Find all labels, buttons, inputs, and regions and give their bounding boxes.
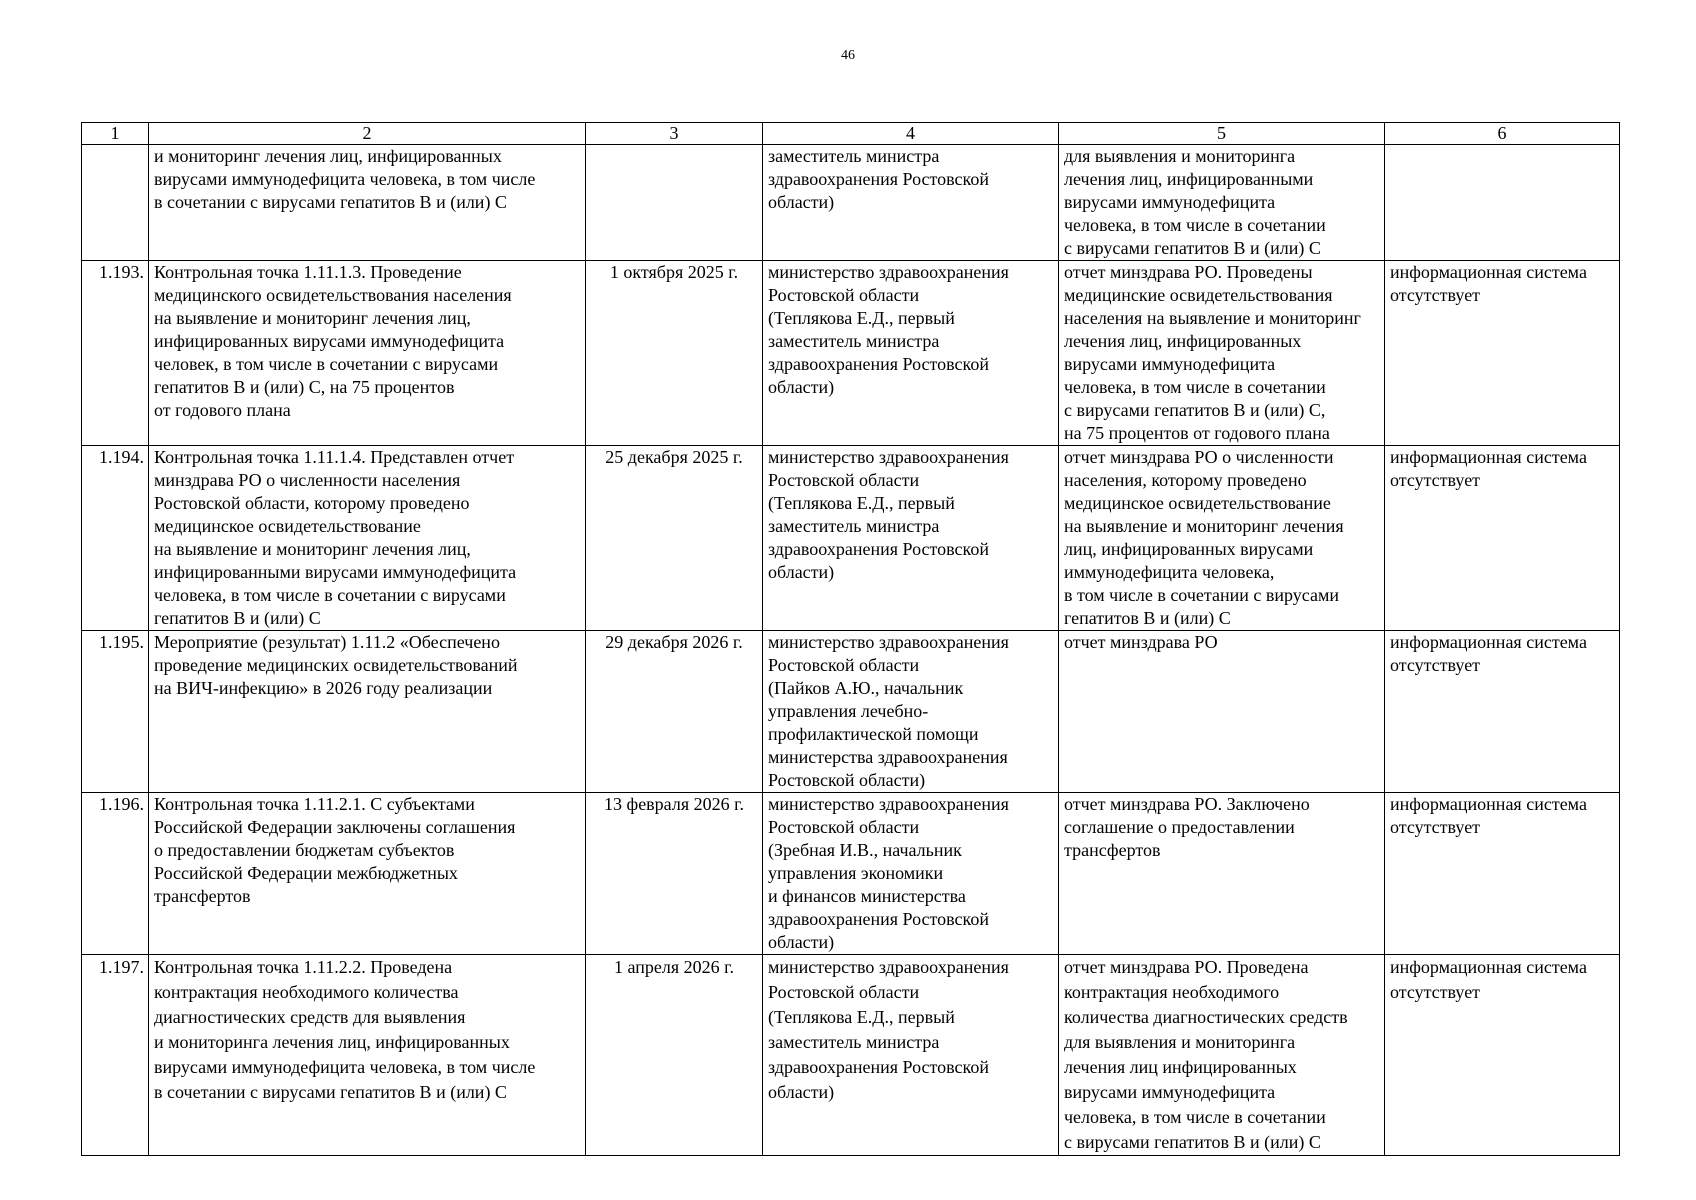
- responsible-cell: министерство здравоохранения Ростовской области (Теплякова Е.Д., первый заместитель министра здравоохранения Ростовской области): [763, 446, 1059, 631]
- table-row: [82, 145, 1620, 261]
- info-system-cell: информационная система отсутствует: [1385, 446, 1620, 631]
- table-header-row: [82, 123, 1620, 145]
- column-header-5: 5: [1059, 123, 1385, 145]
- result-cell: отчет минздрава РО о численности населения, которому проведено медицинское освидетельствование на выявление и мониторинг лечения лиц, инфицированных вирусами иммунодефицита человека, в том числе в сочетании с вирусами гепатитов B и (или) C: [1059, 446, 1385, 631]
- column-header-6: 6: [1385, 123, 1620, 145]
- table-row: [82, 955, 1620, 1156]
- row-number-cell: 1.196.: [82, 793, 149, 955]
- date-cell: 1 апреля 2026 г.: [586, 955, 763, 1156]
- row-number-cell: 1.195.: [82, 631, 149, 793]
- column-header-2: 2: [149, 123, 586, 145]
- info-system-cell: информационная система отсутствует: [1385, 793, 1620, 955]
- date-cell: 29 декабря 2026 г.: [586, 631, 763, 793]
- row-number-cell: 1.193.: [82, 261, 149, 446]
- row-number-cell: 1.197.: [82, 955, 149, 1156]
- row-number-cell: [82, 145, 149, 261]
- responsible-cell: министерство здравоохранения Ростовской области (Пайков А.Ю., начальник управления лечебно- профилактической помощи министерства здравоохранения Ростовской области): [763, 631, 1059, 793]
- column-header-4: 4: [763, 123, 1059, 145]
- column-header-3: 3: [586, 123, 763, 145]
- description-cell: и мониторинг лечения лиц, инфицированных вирусами иммунодефицита человека, в том числе в сочетании с вирусами гепатитов B и (или) C: [149, 145, 586, 261]
- date-cell: [586, 145, 763, 261]
- column-header-1: 1: [82, 123, 149, 145]
- page-number: 46: [841, 48, 855, 63]
- result-cell: отчет минздрава РО. Проведена контрактация необходимого количества диагностических средств для выявления и мониторинга лечения лиц инфицированных вирусами иммунодефицита человека, в том числе в сочетании с вирусами гепатитов B и (или) C: [1059, 955, 1385, 1156]
- result-cell: отчет минздрава РО: [1059, 631, 1385, 793]
- description-cell: Контрольная точка 1.11.1.3. Проведение медицинского освидетельствования населения на выявление и мониторинг лечения лиц, инфицированных вирусами иммунодефицита человек, в том числе в сочетании с вирусами гепатитов B и (или) C, на 75 процентов от годового плана: [149, 261, 586, 446]
- table-row: [82, 793, 1620, 955]
- description-cell: Контрольная точка 1.11.1.4. Представлен отчет минздрава РО о численности населения Ростовской области, которому проведено медицинское освидетельствование на выявление и мониторинг лечения лиц, инфицированными вирусами иммунодефицита человека, в том числе в сочетании с вирусами гепатитов B и (или) C: [149, 446, 586, 631]
- responsible-cell: министерство здравоохранения Ростовской области (Теплякова Е.Д., первый заместитель министра здравоохранения Ростовской области): [763, 261, 1059, 446]
- row-number-cell: 1.194.: [82, 446, 149, 631]
- responsible-cell: заместитель министра здравоохранения Ростовской области): [763, 145, 1059, 261]
- table-row: [82, 631, 1620, 793]
- info-system-cell: информационная система отсутствует: [1385, 631, 1620, 793]
- responsible-cell: министерство здравоохранения Ростовской области (Зребная И.В., начальник управления экономики и финансов министерства здравоохранения Ростовской области): [763, 793, 1059, 955]
- date-cell: 25 декабря 2025 г.: [586, 446, 763, 631]
- responsible-cell: министерство здравоохранения Ростовской области (Теплякова Е.Д., первый заместитель министра здравоохранения Ростовской области): [763, 955, 1059, 1156]
- info-system-cell: информационная система отсутствует: [1385, 261, 1620, 446]
- date-cell: 1 октября 2025 г.: [586, 261, 763, 446]
- result-cell: отчет минздрава РО. Проведены медицинские освидетельствования населения на выявление и мониторинг лечения лиц, инфицированных вирусами иммунодефицита человека, в том числе в сочетании с вирусами гепатитов B и (или) C, на 75 процентов от годового плана: [1059, 261, 1385, 446]
- result-cell: отчет минздрава РО. Заключено соглашение о предоставлении трансфертов: [1059, 793, 1385, 955]
- info-system-cell: [1385, 145, 1620, 261]
- table-row: [82, 261, 1620, 446]
- description-cell: Мероприятие (результат) 1.11.2 «Обеспечено проведение медицинских освидетельствований на ВИЧ-инфекцию» в 2026 году реализации: [149, 631, 586, 793]
- result-cell: для выявления и мониторинга лечения лиц, инфицированными вирусами иммунодефицита человека, в том числе в сочетании с вирусами гепатитов B и (или) C: [1059, 145, 1385, 261]
- date-cell: 13 февраля 2026 г.: [586, 793, 763, 955]
- description-cell: Контрольная точка 1.11.2.1. С субъектами Российской Федерации заключены соглашения о предоставлении бюджетам субъектов Российской Федерации межбюджетных трансфертов: [149, 793, 586, 955]
- info-system-cell: информационная система отсутствует: [1385, 955, 1620, 1156]
- description-cell: Контрольная точка 1.11.2.2. Проведена контрактация необходимого количества диагностических средств для выявления и мониторинга лечения лиц, инфицированных вирусами иммунодефицита человека, в том числе в сочетании с вирусами гепатитов B и (или) C: [149, 955, 586, 1156]
- table-row: [82, 446, 1620, 631]
- plan-table: [81, 122, 1620, 1156]
